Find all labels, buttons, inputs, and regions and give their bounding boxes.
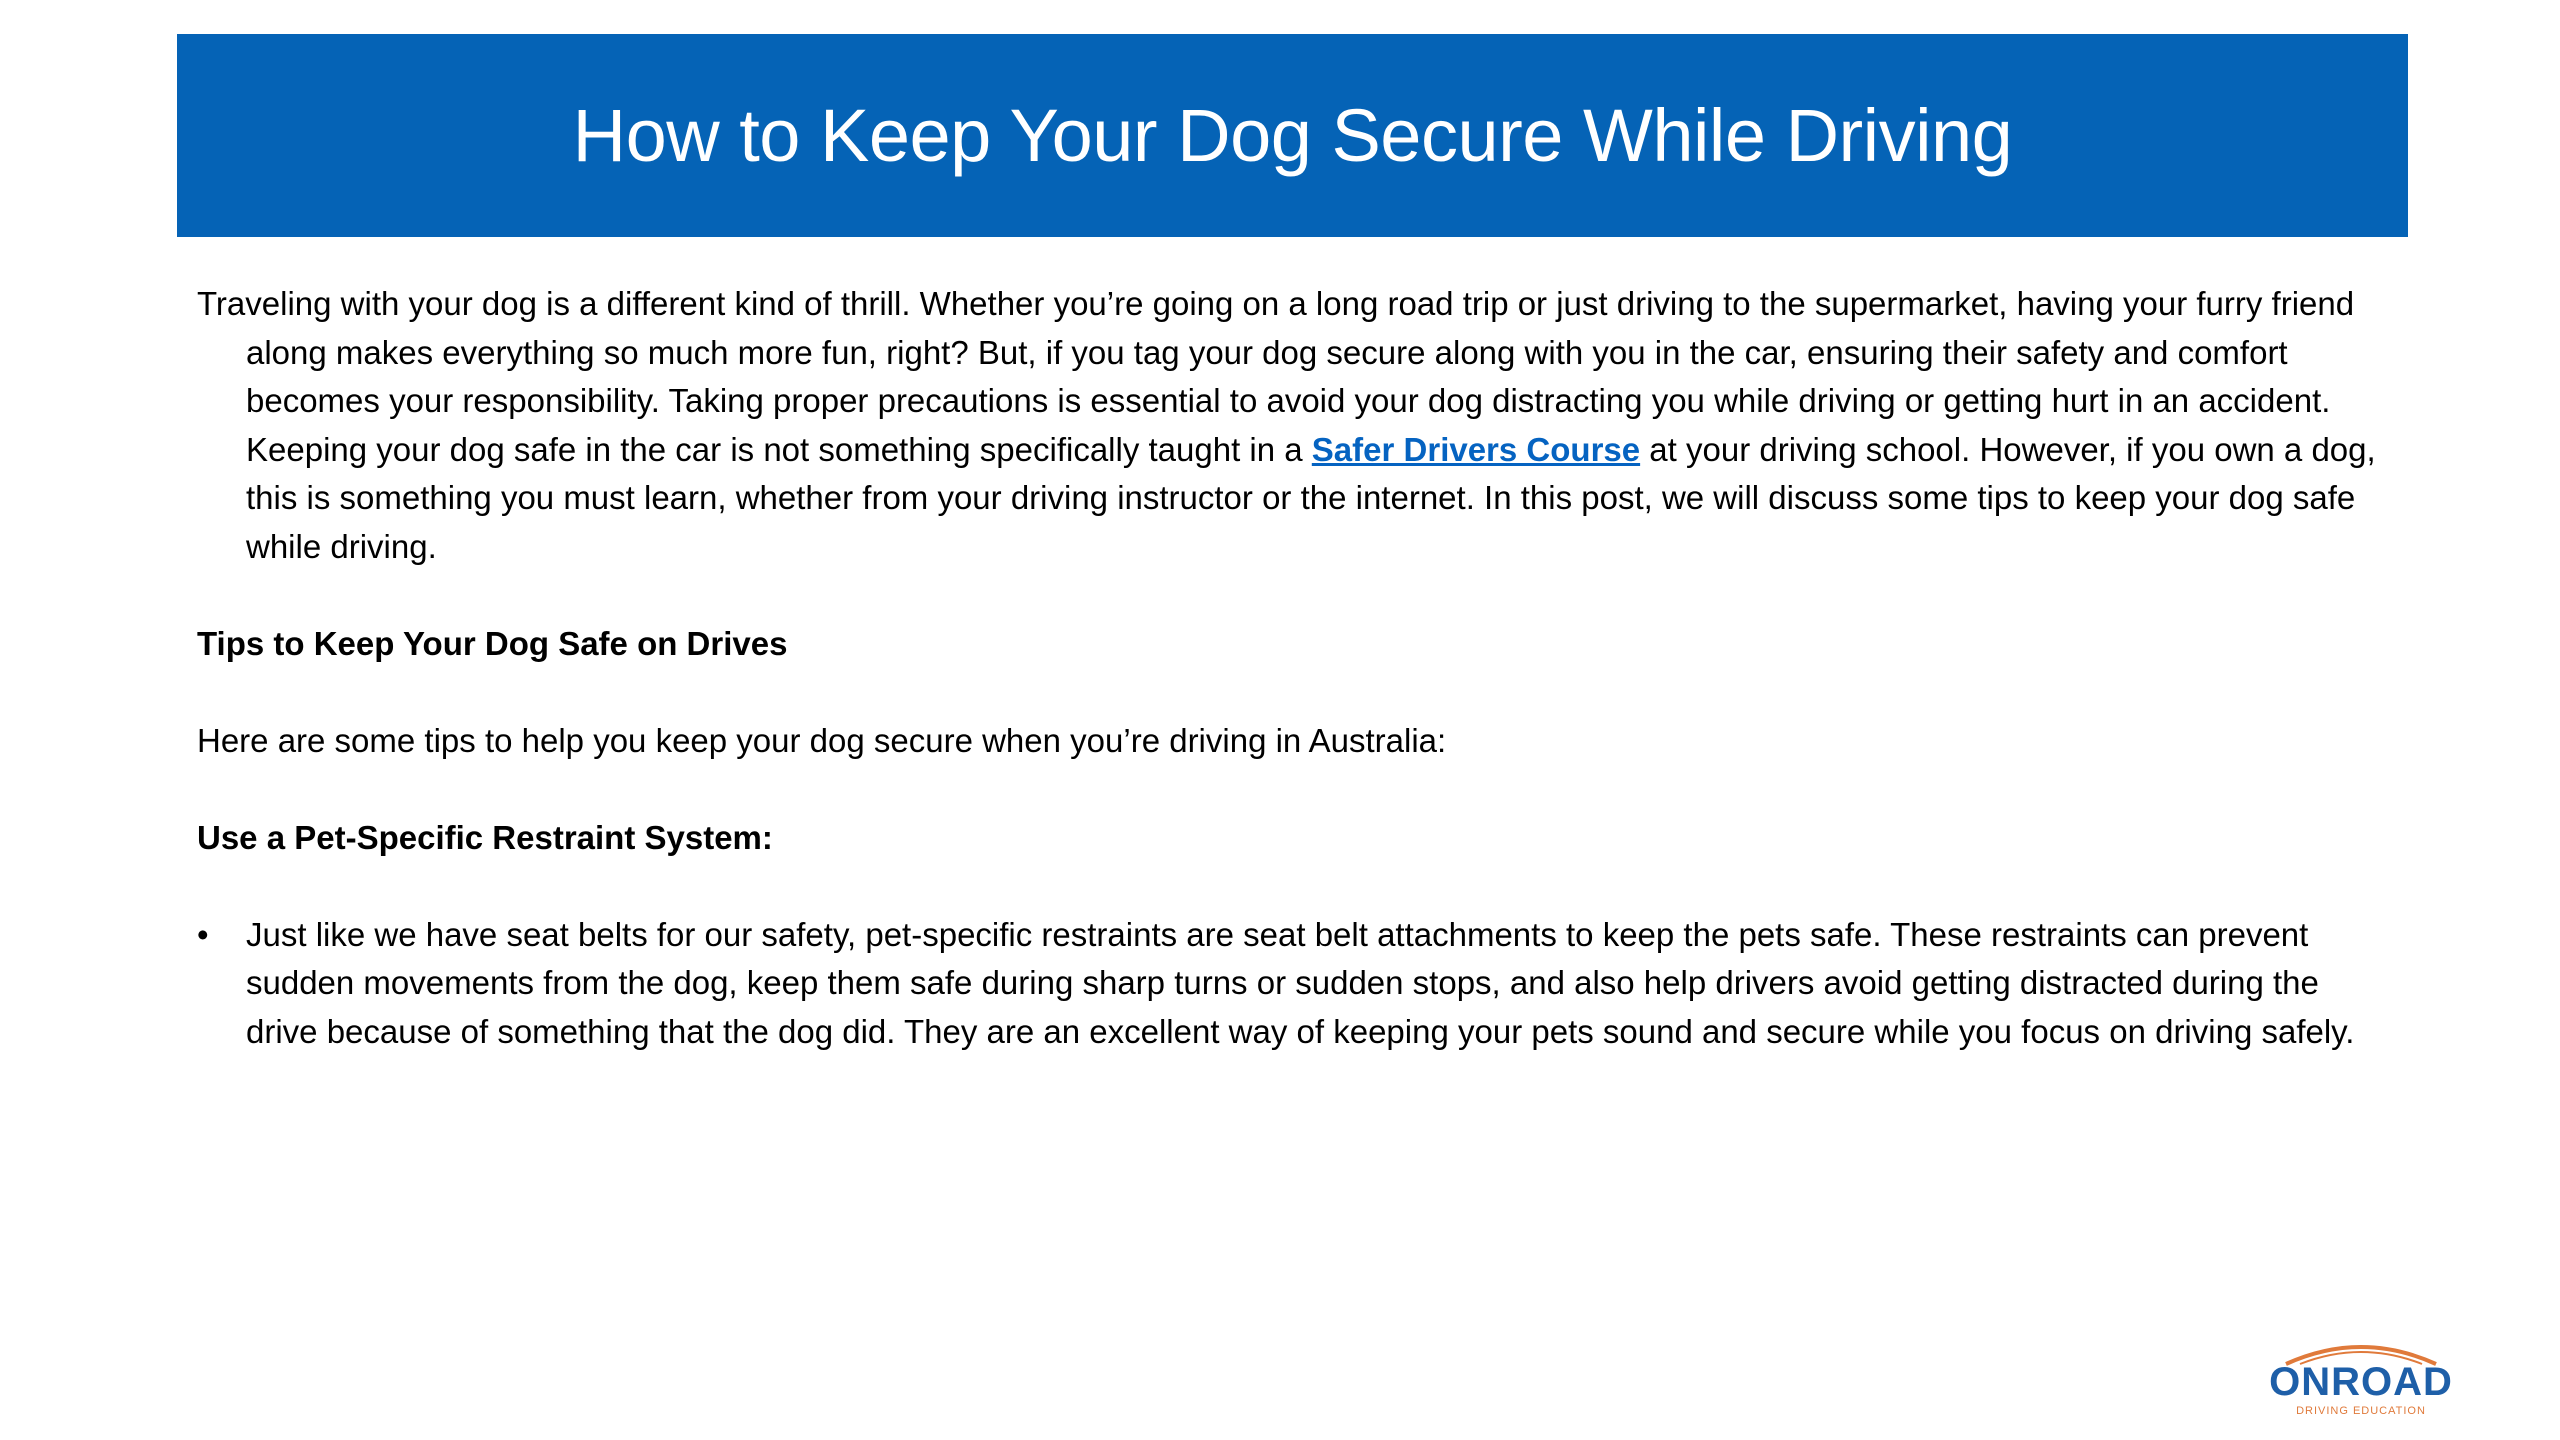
- onroad-logo: [2266, 1336, 2456, 1420]
- slide-title: How to Keep Your Dog Secure While Driving: [572, 93, 2013, 177]
- intro-text-before-link: Traveling with your dog is a different kind of thrill. Whether you’re going on a long road trip or just driving to the supermarket, having your furry friend along makes everything so much more fun, right? But, if you tag your dog secure along with you in the car, ensuring their safety and comfort becomes your responsibility. Taking proper precautions is essential to avoid your dog distracting you while driving or getting hurt in an accident. Keeping your dog safe in the car is not something specifically taught in a: [197, 285, 2355, 468]
- spacer: [197, 765, 2397, 814]
- logo-wordmark: ONROAD: [2269, 1360, 2453, 1404]
- intro-text-after-link: at your driving school. However, if you own a dog, this is something you must learn, whether from your driving instructor or the internet. In this post, we will discuss some tips to keep your dog safe while driving.: [246, 430, 2376, 565]
- safer-drivers-course-link[interactable]: Safer Drivers Course: [1311, 430, 1641, 468]
- logo-tagline: DRIVING EDUCATION: [2296, 1405, 2426, 1417]
- spacer: [197, 668, 2397, 717]
- bullet-marker: •: [197, 915, 209, 953]
- spacer: [197, 862, 2397, 911]
- slide-content: [197, 280, 2397, 1056]
- subheading: Use a Pet-Specific Restraint System:: [197, 818, 773, 856]
- title-banner: [177, 34, 2408, 237]
- section-heading: Tips to Keep Your Dog Safe on Drives: [197, 624, 788, 662]
- bullet-item: [197, 911, 2397, 1057]
- tips-intro: Here are some tips to help you keep your dog secure when you’re driving in Australia:: [197, 721, 1447, 759]
- spacer: [197, 571, 2397, 620]
- intro-paragraph: [197, 280, 2397, 571]
- bullet-text: Just like we have seat belts for our safety, pet-specific restraints are seat belt attachments to keep the pets safe. These restraints can prevent sudden movements from the dog, keep them safe during sharp turns or sudden stops, and also help drivers avoid getting distracted during the drive because of something that the dog did. They are an excellent way of keeping your pets sound and secure while you focus on driving safely.: [246, 915, 2355, 1050]
